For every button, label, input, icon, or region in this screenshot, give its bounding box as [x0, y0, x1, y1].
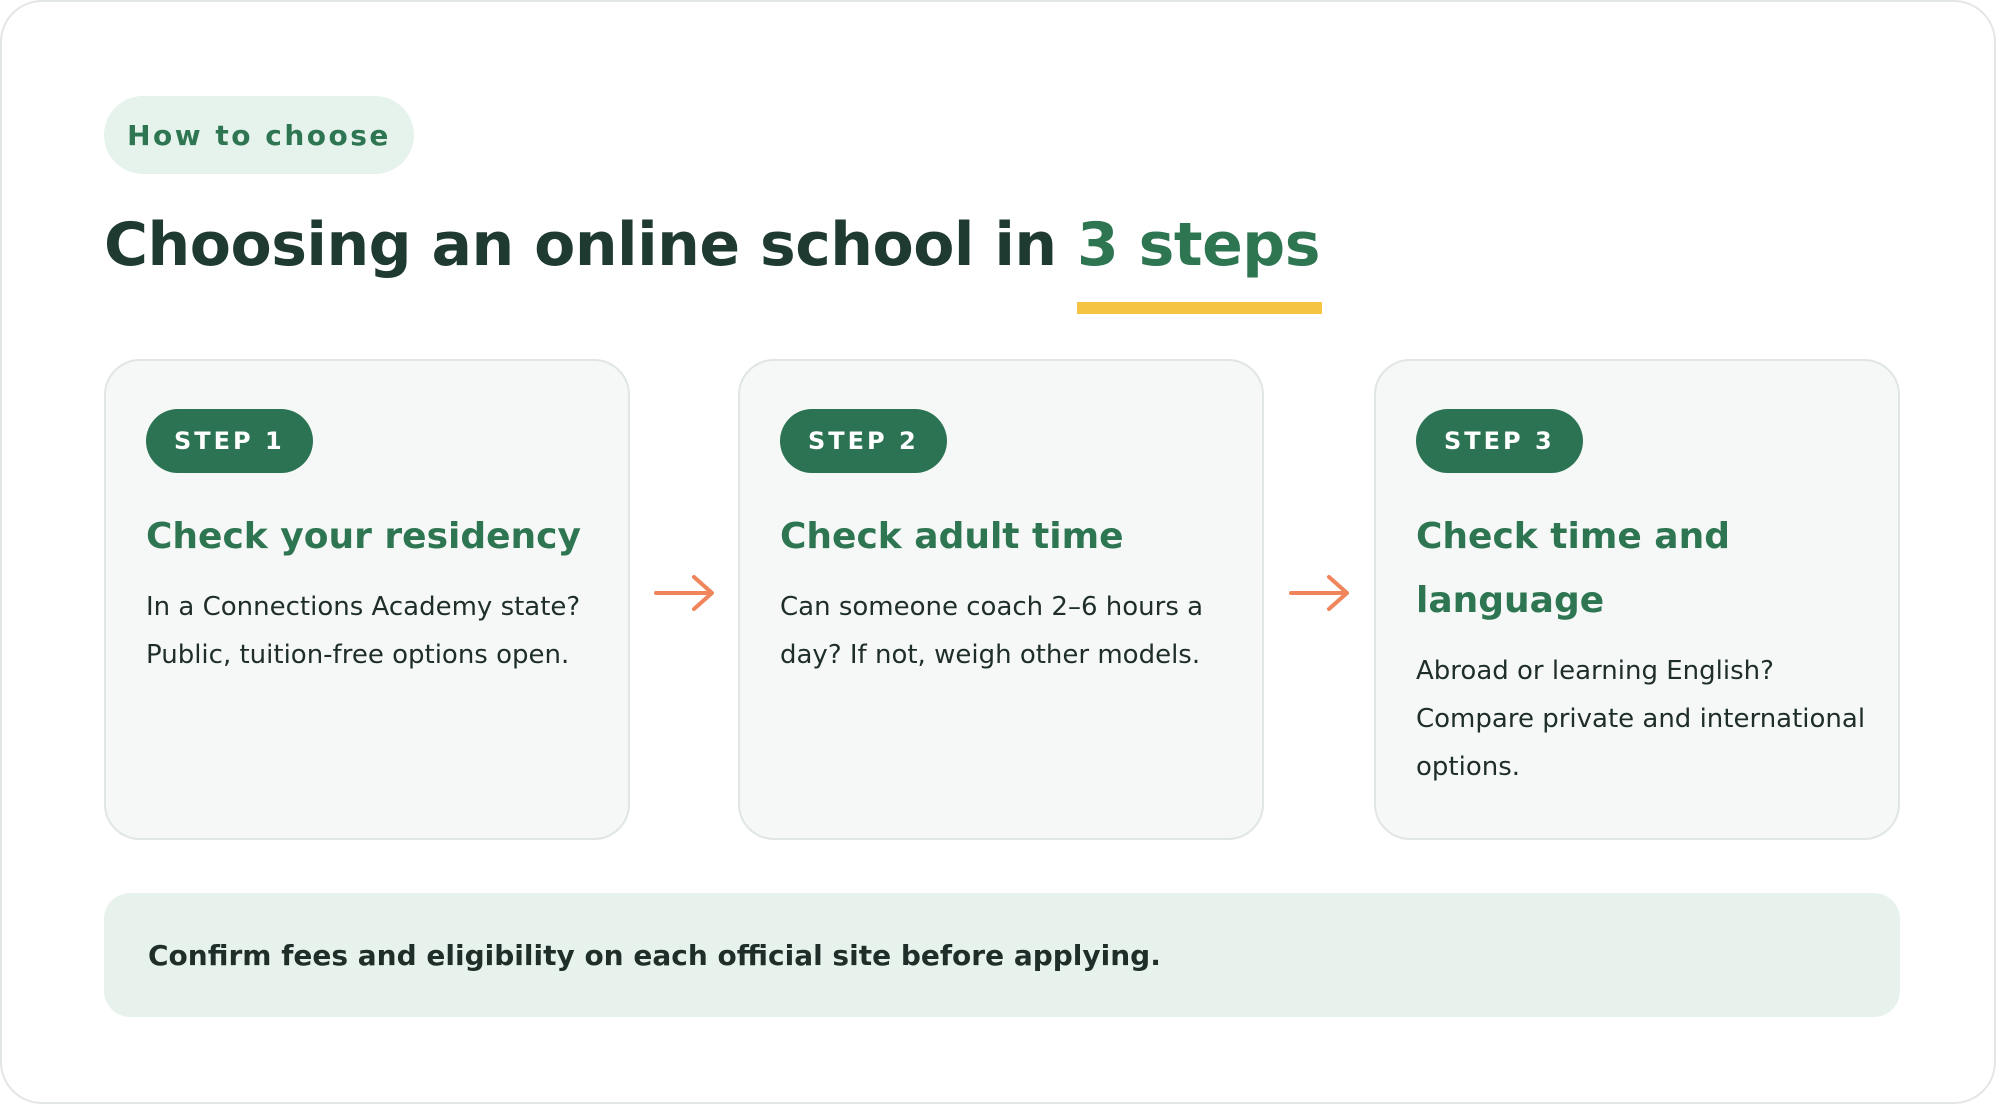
section-eyebrow-badge: How to choose — [104, 96, 414, 174]
step-description: Can someone coach 2–6 hours a day? If not, weigh other models. — [780, 592, 1204, 670]
title-underline — [1077, 302, 1322, 314]
step-card-2 — [738, 359, 1264, 840]
step-badge: STEP 2 — [780, 409, 947, 473]
arrow-right-icon — [1287, 569, 1353, 617]
footer-note: Confirm fees and eligibility on each official site before applying. — [104, 893, 1900, 1017]
step-description: Abroad or learning English? Compare private and international options. — [1416, 656, 1866, 782]
arrow-right-icon — [652, 569, 718, 617]
page-title-highlight — [1077, 210, 1320, 280]
step-description: In a Connections Academy state? Public, tuition-free options open. — [146, 592, 581, 670]
step-title: Check your residency — [146, 516, 581, 557]
step-title: Check adult time — [780, 516, 1124, 557]
step-card-1 — [104, 359, 630, 840]
step-card-3 — [1374, 359, 1900, 840]
page-title — [104, 210, 1320, 280]
page-title-main: Choosing an online school in — [104, 210, 1078, 280]
page-title-highlight-text: 3 steps — [1077, 210, 1320, 280]
step-badge: STEP 1 — [146, 409, 313, 473]
step-title: Check time and language — [1416, 516, 1730, 621]
step-badge: STEP 3 — [1416, 409, 1583, 473]
